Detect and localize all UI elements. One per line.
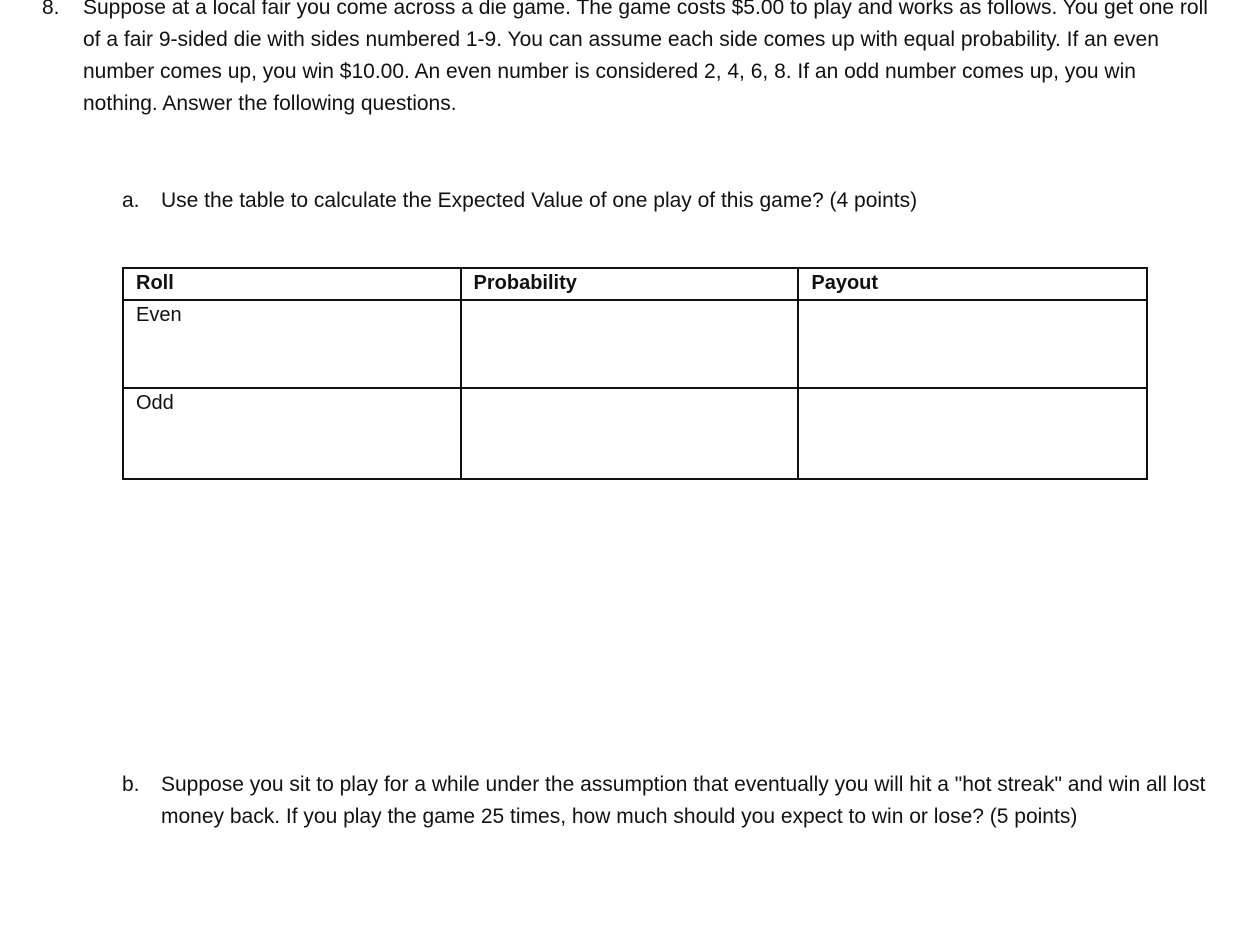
part-a [122,185,1202,217]
cell-roll-even: Even [123,300,461,388]
part-b-letter: b. [122,773,140,796]
cell-probability-odd[interactable] [461,388,799,479]
part-a-text: Use the table to calculate the Expected Value of one play of this game? (4 points) [161,189,918,212]
part-a-letter: a. [122,189,140,212]
cell-payout-even[interactable] [798,300,1147,388]
expected-value-table [122,267,1148,480]
question-text: Suppose at a local fair you come across a die game. The game costs $5.00 to play and works as follows. You get one roll of a fair 9-sided die with sides numbered 1-9. You can assume each side comes up with equal probability. If an even number comes up, you win $10.00. An even number is considered 2, 4, 6, 8. If an odd number comes up, you win nothing. Answer the following questions. [83,0,1208,115]
question-number: 8. [42,0,60,19]
header-roll: Roll [123,268,461,300]
cell-payout-odd[interactable] [798,388,1147,479]
question-8 [42,0,1212,120]
table-header-row [123,268,1147,300]
table-row [123,388,1147,479]
cell-probability-even[interactable] [461,300,799,388]
header-payout: Payout [798,268,1147,300]
part-b-text: Suppose you sit to play for a while under the assumption that eventually you will hit a "hot streak" and win all lost money back. If you play the game 25 times, how much should you expect to win or lose? (5 points) [161,773,1206,828]
table-row [123,300,1147,388]
part-b [122,769,1212,833]
cell-roll-odd: Odd [123,388,461,479]
header-probability: Probability [461,268,799,300]
